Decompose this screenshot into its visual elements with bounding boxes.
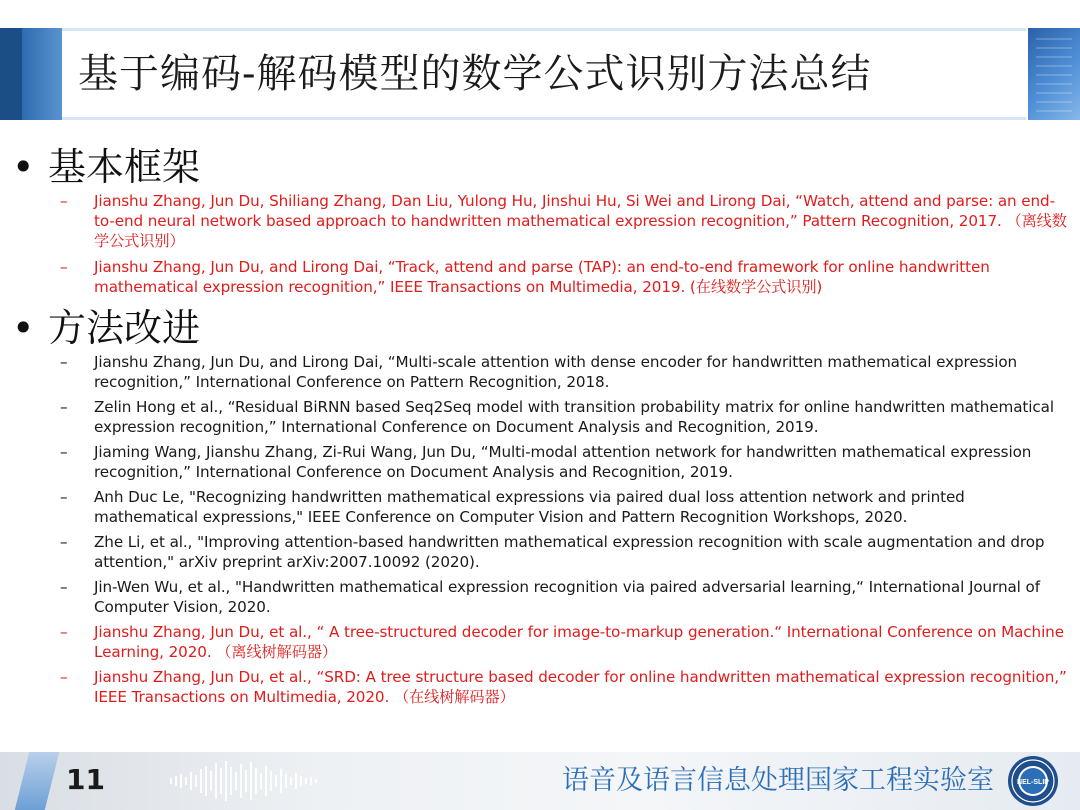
title-bar xyxy=(0,28,1080,120)
bullet-icon: • xyxy=(12,306,35,350)
reference-item xyxy=(60,397,1070,437)
title-bar-left-accent xyxy=(0,28,22,120)
reference-text: Zelin Hong et al., “Residual BiRNN based Seq2Seq model with transition probability matrix for online handwritten mathematical expression recognition,” International Conference on Document Analysis and Recognition, 2019. xyxy=(94,398,1054,436)
dash-icon: – xyxy=(60,353,68,371)
section-heading-text: 基本框架 xyxy=(48,145,201,189)
title-bar-left-gradient xyxy=(22,28,62,120)
reference-text: Anh Duc Le, "Recognizing handwritten mathematical expressions via paired dual loss attention network and printed mathematical expressions," IEEE Conference on Computer Vision and Pattern Recognition Workshops, 2020. xyxy=(94,488,965,526)
reference-text: Jiaming Wang, Jianshu Zhang, Zi-Rui Wang, Jun Du, “Multi-modal attention network for handwritten mathematical expression recognition,” International Conference on Document Analysis and Recognition, 2019. xyxy=(94,443,1032,481)
reference-item xyxy=(60,352,1070,392)
section-heading-text: 方法改进 xyxy=(48,306,201,350)
dash-icon: – xyxy=(60,443,68,461)
reference-item xyxy=(60,532,1070,572)
dash-icon: – xyxy=(60,578,68,596)
organization-name: 语音及语言信息处理国家工程实验室 xyxy=(562,765,994,796)
dash-icon: – xyxy=(60,623,68,641)
dash-icon: – xyxy=(60,488,68,506)
dash-icon: – xyxy=(60,668,68,686)
dash-icon: – xyxy=(60,258,68,276)
reference-item xyxy=(60,442,1070,482)
sound-wave-icon xyxy=(168,758,328,804)
reference-list-framework xyxy=(60,191,1070,303)
dash-icon: – xyxy=(60,398,68,416)
section-heading-improvements xyxy=(12,307,200,349)
reference-item xyxy=(60,487,1070,527)
reference-item xyxy=(60,667,1070,707)
reference-text: Jin-Wen Wu, et al., "Handwritten mathematical expression recognition via paired adversarial learning,“ International Journal of Computer Vision, 2020. xyxy=(94,578,1040,616)
section-heading-framework xyxy=(12,146,200,188)
reference-text: Jianshu Zhang, Jun Du, et al., “ A tree-structured decoder for image-to-markup generation.“ International Conference on Machine Learning, 2020. （离线树解码器） xyxy=(94,623,1064,661)
footer-accent-slash xyxy=(15,752,59,810)
reference-item xyxy=(60,257,1070,297)
reference-text: Jianshu Zhang, Jun Du, and Lirong Dai, “Track, attend and parse (TAP): an end-to-end framework for online handwritten mathematical expression recognition,” IEEE Transactions on Multimedia, 2019. (在线数学公式识别) xyxy=(94,258,990,296)
reference-item xyxy=(60,191,1070,251)
reference-text: Zhe Li, et al., "Improving attention-based handwritten mathematical expression recognition with scale augmentation and drop attention," arXiv preprint arXiv:2007.10092 (2020). xyxy=(94,533,1045,571)
reference-item xyxy=(60,622,1070,662)
dash-icon: – xyxy=(60,533,68,551)
reference-text: Jianshu Zhang, Jun Du, et al., “SRD: A tree structure based decoder for online handwritten mathematical expression recognition,” IEEE Transactions on Multimedia, 2020. （在线树解码器） xyxy=(94,668,1067,706)
dash-icon: – xyxy=(60,192,68,210)
slide-title: 基于编码-解码模型的数学公式识别方法总结 xyxy=(78,51,872,97)
reference-text: Jianshu Zhang, Jun Du, Shiliang Zhang, Dan Liu, Yulong Hu, Jinshui Hu, Si Wei and Lirong Dai, “Watch, attend and parse: an end-to-end neural network based approach to handwritten mathematical expression recognition,” Pattern Recognition, 2017. （离线数学公式识别） xyxy=(94,192,1067,250)
page-number: 11 xyxy=(66,763,105,796)
title-box xyxy=(62,28,1026,120)
logo-text: NEL-SLIP xyxy=(1017,779,1049,786)
reference-item xyxy=(60,577,1070,617)
lab-logo-icon xyxy=(1007,755,1059,807)
title-bar-right-accent xyxy=(1028,28,1080,120)
bullet-icon: • xyxy=(12,145,35,189)
footer-bar xyxy=(0,752,1080,810)
reference-text: Jianshu Zhang, Jun Du, and Lirong Dai, “Multi-scale attention with dense encoder for handwritten mathematical expression recognition,” International Conference on Pattern Recognition, 2018. xyxy=(94,353,1018,391)
reference-list-improvements xyxy=(60,352,1070,712)
